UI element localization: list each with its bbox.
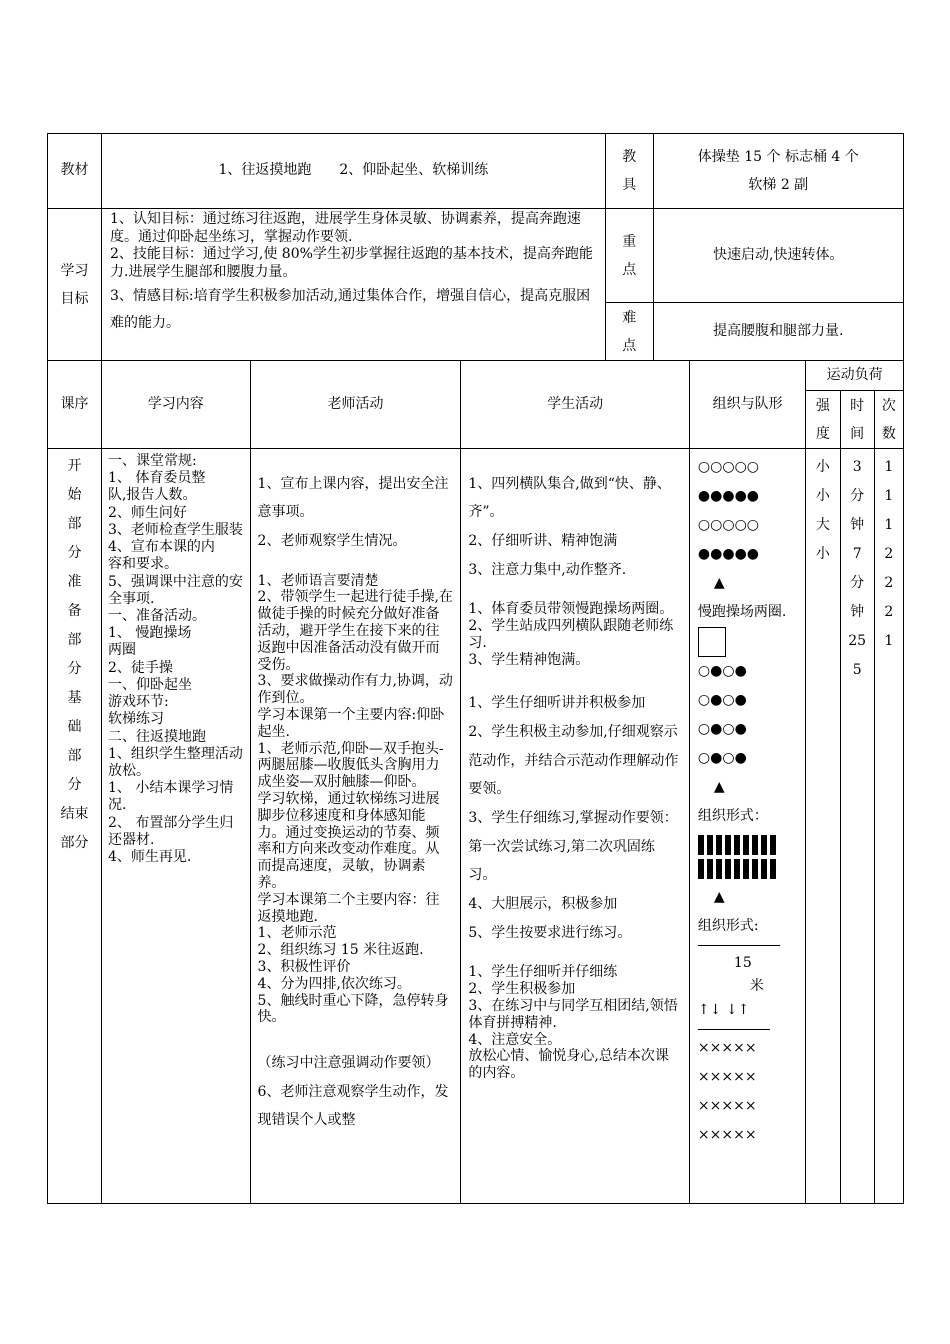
goals-content <box>102 209 606 361</box>
col-count: 次 数 <box>874 391 903 449</box>
key-point-content: 快速启动,快速转体。 <box>653 209 903 303</box>
goal-cognitive: 1、认知目标：通过练习往返跑，进展学生身体灵敏、协调素养，提高奔跑速度。通过仰卧起坐练习，掌握动作要领. <box>110 211 581 245</box>
formation-row-filled: ●●●●● <box>697 488 760 504</box>
teacher-part-1: 1、宣布上课内容，提出安全注意事项。 2、老师观察学生情况。 <box>257 475 449 550</box>
end-line <box>698 1029 770 1030</box>
run-direction-arrows: ↑↓ ↓↑ <box>697 1002 750 1018</box>
col-time: 时 间 <box>840 391 874 449</box>
formation-row-mixed: ○●○● <box>697 750 747 766</box>
goals-label: 学习 目标 <box>48 209 102 361</box>
student-activities <box>461 449 690 1204</box>
student-part-2: 1、体育委员带领慢跑操场两圈。 2、学生站成四列横队跟随老师练习. 3、学生精神饱满。 <box>468 601 674 668</box>
org-label-2: 组织形式: <box>697 918 759 934</box>
student-row-crosses: ××××× <box>697 1098 757 1114</box>
jog-note: 慢跑操场两圈. <box>697 604 787 620</box>
equipment-line-1: 体操垫 15 个 标志桶 4 个 <box>697 149 859 165</box>
student-part-3: 1、学生仔细听讲并积极参加 2、学生积极主动参加,仔细观察示范动作，并结合示范动作理解动作要领。 3、学生仔细练习,掌握动作要领：第一次尝试练习,第二次巩固练习。 4、大胆展示，积极参加 5、学生按要求进行练习。 <box>468 695 679 941</box>
student-row-crosses: ××××× <box>697 1127 757 1143</box>
equipment-line-2: 软梯 2 副 <box>748 177 809 193</box>
key-point-label: 重 点 <box>605 209 653 303</box>
equipment-content <box>653 134 903 209</box>
distance-unit: 米 <box>749 978 764 994</box>
student-part-4: 1、学生仔细听并仔细练 2、学生积极参加 3、在练习中与同学互相团结,领悟体育拼搏精神. 4、注意安全。 放松心情、愉悦身心,总结本次课的内容。 <box>468 964 678 1082</box>
difficulty-content: 提高腰腹和腿部力量. <box>653 303 903 361</box>
formation-square-row <box>698 627 801 657</box>
distance-value: 15 <box>733 955 752 971</box>
ladder-bars-icon <box>698 859 801 879</box>
lesson-plan-table <box>47 133 904 1204</box>
student-part-1: 1、四列横队集合,做到“快、静、齐”。 2、仔细听讲、精神饱满 3、注意力集中,动作整齐. <box>468 475 671 578</box>
student-row-crosses: ××××× <box>697 1069 757 1085</box>
equipment-label: 教 具 <box>605 134 653 209</box>
col-formation: 组织与队形 <box>689 361 805 449</box>
teacher-marker-icon: ▲ <box>713 779 725 795</box>
formation-diagrams <box>689 449 805 1204</box>
formation-row-open: ○○○○○ <box>697 459 760 475</box>
formation-row-filled: ●●●●● <box>697 546 760 562</box>
col-load: 运动负荷 <box>806 361 904 391</box>
material-label: 教材 <box>48 134 102 209</box>
student-row-crosses: ××××× <box>697 1040 757 1056</box>
teacher-marker-icon: ▲ <box>713 575 725 591</box>
formation-row-open: ○○○○○ <box>697 517 760 533</box>
material-content: 1、往返摸地跑 2、仰卧起坐、软梯训练 <box>102 134 606 209</box>
goal-skill: 2、技能目标：通过学习,使 80%学生初步掌握往返跑的基本技术，提高奔跑能力.进展学生腿部和腰腹力量。 <box>110 246 593 280</box>
mat-square-icon <box>698 627 726 657</box>
col-teacher: 老师活动 <box>250 361 461 449</box>
load-time: 3 分 钟 7 分 钟 25 5 <box>840 449 874 1204</box>
col-student: 学生活动 <box>461 361 690 449</box>
load-intensity: 小 小 大 小 <box>806 449 840 1204</box>
col-content: 学习内容 <box>102 361 251 449</box>
org-label-1: 组织形式： <box>697 808 768 824</box>
formation-row-mixed: ○●○● <box>697 663 747 679</box>
difficulty-label: 难 点 <box>605 303 653 361</box>
formation-row-mixed: ○●○● <box>697 721 747 737</box>
teacher-part-2: 1、老师语言要清楚 2、带领学生一起进行徒手操,在做徒手操的时候充分做好准备活动，避开学生在接下来的往返跑中因准备活动没有做开而受伤。 3、要求做操动作有力,协调，动作到位。 学习本课第一个主要内容:仰卧起坐. 1、老师示范,仰卧—双手抱头-两腿屈膝—收腹低头含胸用力成坐姿—双肘触膝—仰卧。 学习软梯，通过软梯练习进展脚步位移速度和身体感知能力。通过变换运动的节奏、频率和方向来改变动作难度。从而提高速度，灵敏，协调素养。 学习本课第二个主要内容：往返摸地跑. 1、老师示范 2、组织练习 15 米往返跑. 3、积极性评价 4、分为四排,依次练习。 5、触线时重心下降，急停转身快。 <box>257 572 453 1026</box>
sequence-text: 开 始 部 分 准 备 部 分 基 础 部 分 结束 部分 <box>48 449 102 1204</box>
formation-row-mixed: ○●○● <box>697 692 747 708</box>
load-count: 1 1 1 2 2 2 1 <box>874 449 903 1204</box>
teacher-activities <box>250 449 461 1204</box>
col-sequence: 课序 <box>48 361 102 449</box>
goal-emotion: 3、情感目标:培育学生积极参加活动,通过集体合作，增强自信心，提高克服困难的能力。 <box>110 288 591 332</box>
ladder-bars-icon <box>698 835 801 855</box>
teacher-marker-icon: ▲ <box>713 889 725 905</box>
content-text: 一、课堂常规: 1、 体育委员整 队,报告人数。 2、师生问好 3、老师检查学生服装 4、宣布本课的内 容和要求。 5、强调课中注意的安全事项. 一、准备活动。 1、 慢跑操场 两圈 2、徒手操 一、仰卧起坐 游戏环节: 软梯练习 二、往返摸地跑 1、组织学生整理活动放松。 1、 小结本课学习情况. 2、 布置部分学生归还器材. 4、师生再见. <box>102 449 251 1204</box>
start-line <box>698 945 780 946</box>
col-intensity: 强 度 <box>806 391 840 449</box>
teacher-part-3: （练习中注意强调动作要领） 6、老师注意观察学生动作，发现错误个人或整 <box>257 1054 449 1129</box>
